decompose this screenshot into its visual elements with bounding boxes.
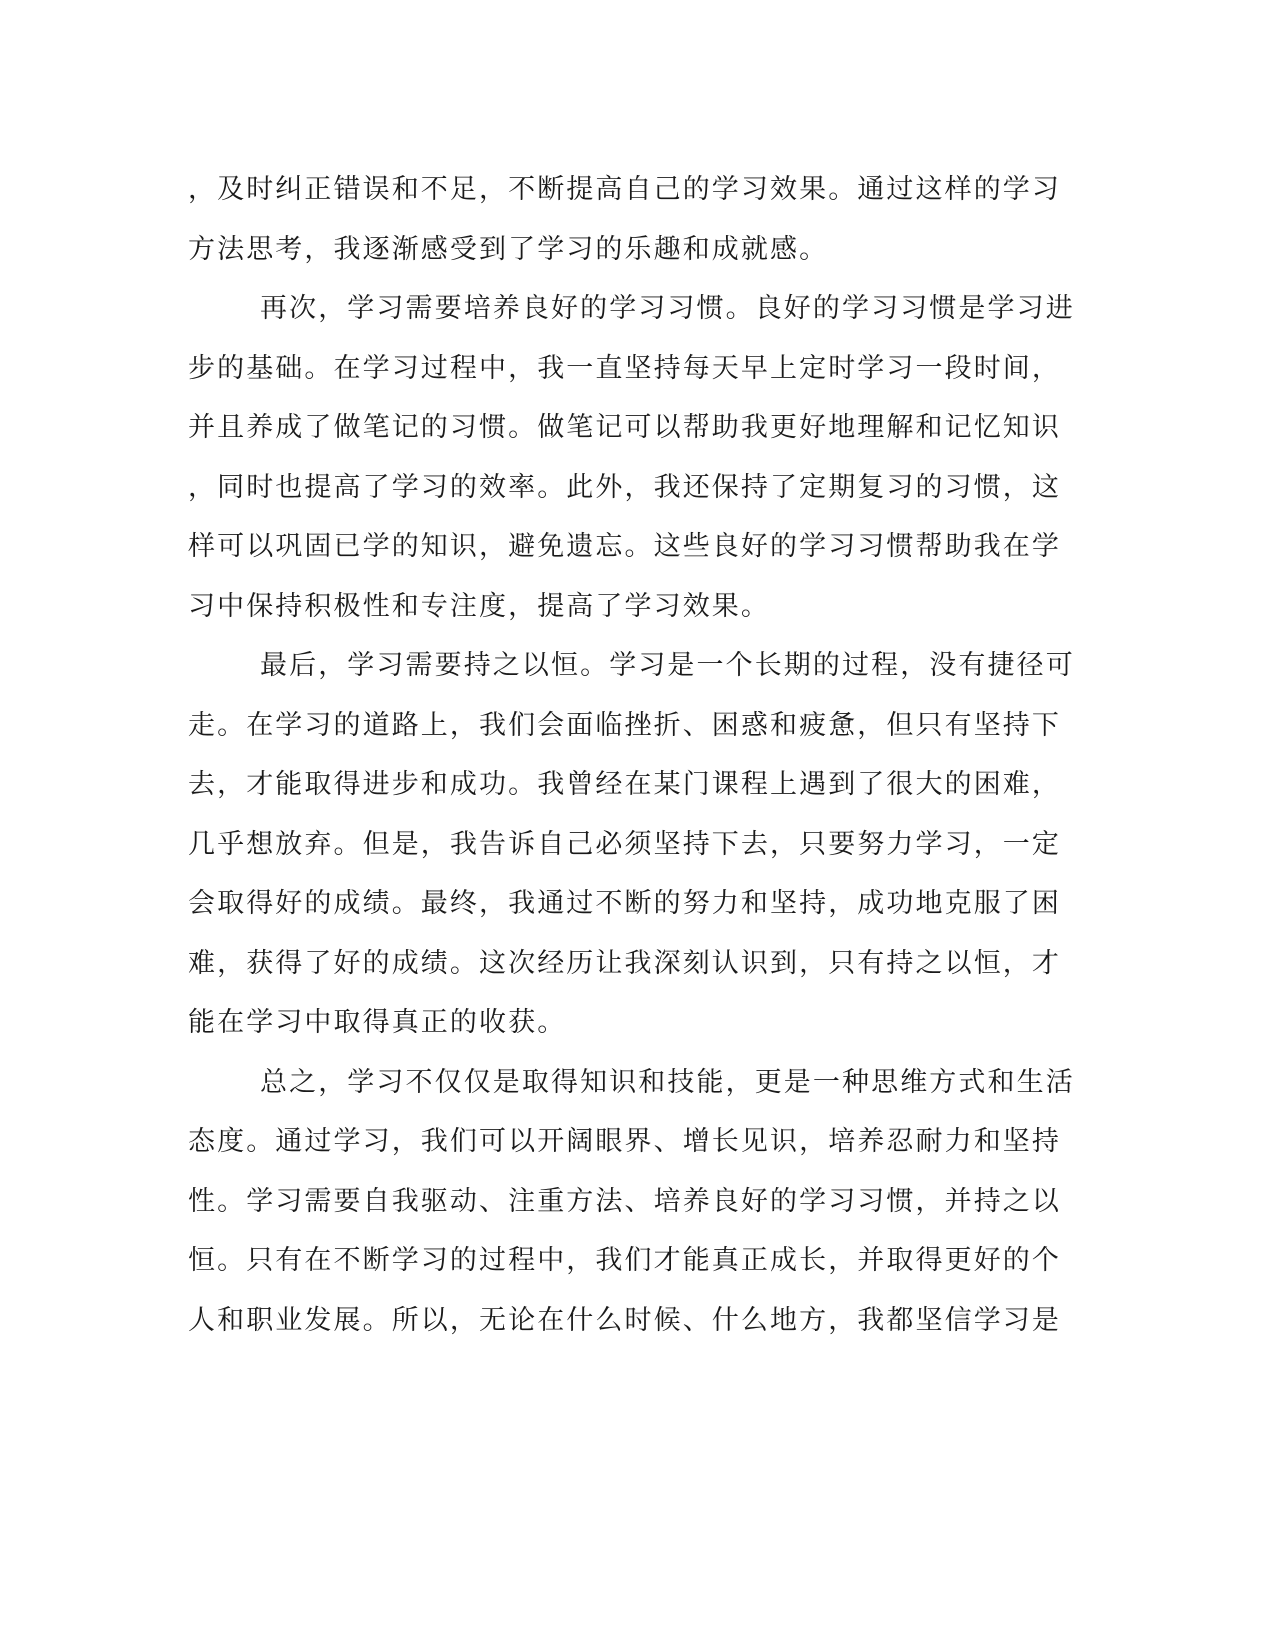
paragraph-first-line: 总之，学习不仅仅是取得知识和技能，更是一种思维方式和生活 (260, 1066, 1075, 1098)
text-line: 性。学习需要自我驱动、注重方法、培养良好的学习习惯，并持之以 (188, 1185, 1061, 1217)
text-line: ，及时纠正错误和不足，不断提高自己的学习效果。通过这样的学习 (188, 174, 1061, 205)
text-line: 难，获得了好的成绩。这次经历让我深刻认识到，只有持之以恒，才 (188, 947, 1061, 979)
text-line: 走。在学习的道路上，我们会面临挫折、困惑和疲惫，但只有坚持下 (188, 709, 1061, 741)
text-line: 习中保持积极性和专注度，提高了学习效果。 (188, 590, 770, 622)
text-line: 去，才能取得进步和成功。我曾经在某门课程上遇到了很大的困难， (188, 769, 1061, 800)
text-line: 人和职业发展。所以，无论在什么时候、什么地方，我都坚信学习是 (188, 1304, 1061, 1336)
paragraph-first-line: 再次，学习需要培养良好的学习习惯。良好的学习习惯是学习进 (260, 293, 1075, 324)
document-body (188, 160, 1088, 1350)
text-line: 方法思考，我逐渐感受到了学习的乐趣和成就感。 (188, 233, 829, 265)
text-line: 步的基础。在学习过程中，我一直坚持每天早上定时学习一段时间， (188, 352, 1061, 384)
text-line: ，同时也提高了学习的效率。此外，我还保持了定期复习的习惯，这 (188, 471, 1061, 503)
text-line: 态度。通过学习，我们可以开阔眼界、增长见识，培养忍耐力和坚持 (188, 1126, 1061, 1157)
text-line: 恒。只有在不断学习的过程中，我们才能真正成长，并取得更好的个 (188, 1245, 1061, 1276)
text-line: 样可以巩固已学的知识，避免遗忘。这些良好的学习习惯帮助我在学 (188, 531, 1061, 562)
paragraph-first-line: 最后，学习需要持之以恒。学习是一个长期的过程，没有捷径可 (260, 650, 1075, 681)
text-line: 能在学习中取得真正的收获。 (188, 1007, 567, 1038)
text-line: 会取得好的成绩。最终，我通过不断的努力和坚持，成功地克服了困 (188, 888, 1061, 919)
text-line: 几乎想放弃。但是，我告诉自己必须坚持下去，只要努力学习，一定 (188, 828, 1061, 860)
text-line: 并且养成了做笔记的习惯。做笔记可以帮助我更好地理解和记忆知识 (188, 412, 1061, 443)
